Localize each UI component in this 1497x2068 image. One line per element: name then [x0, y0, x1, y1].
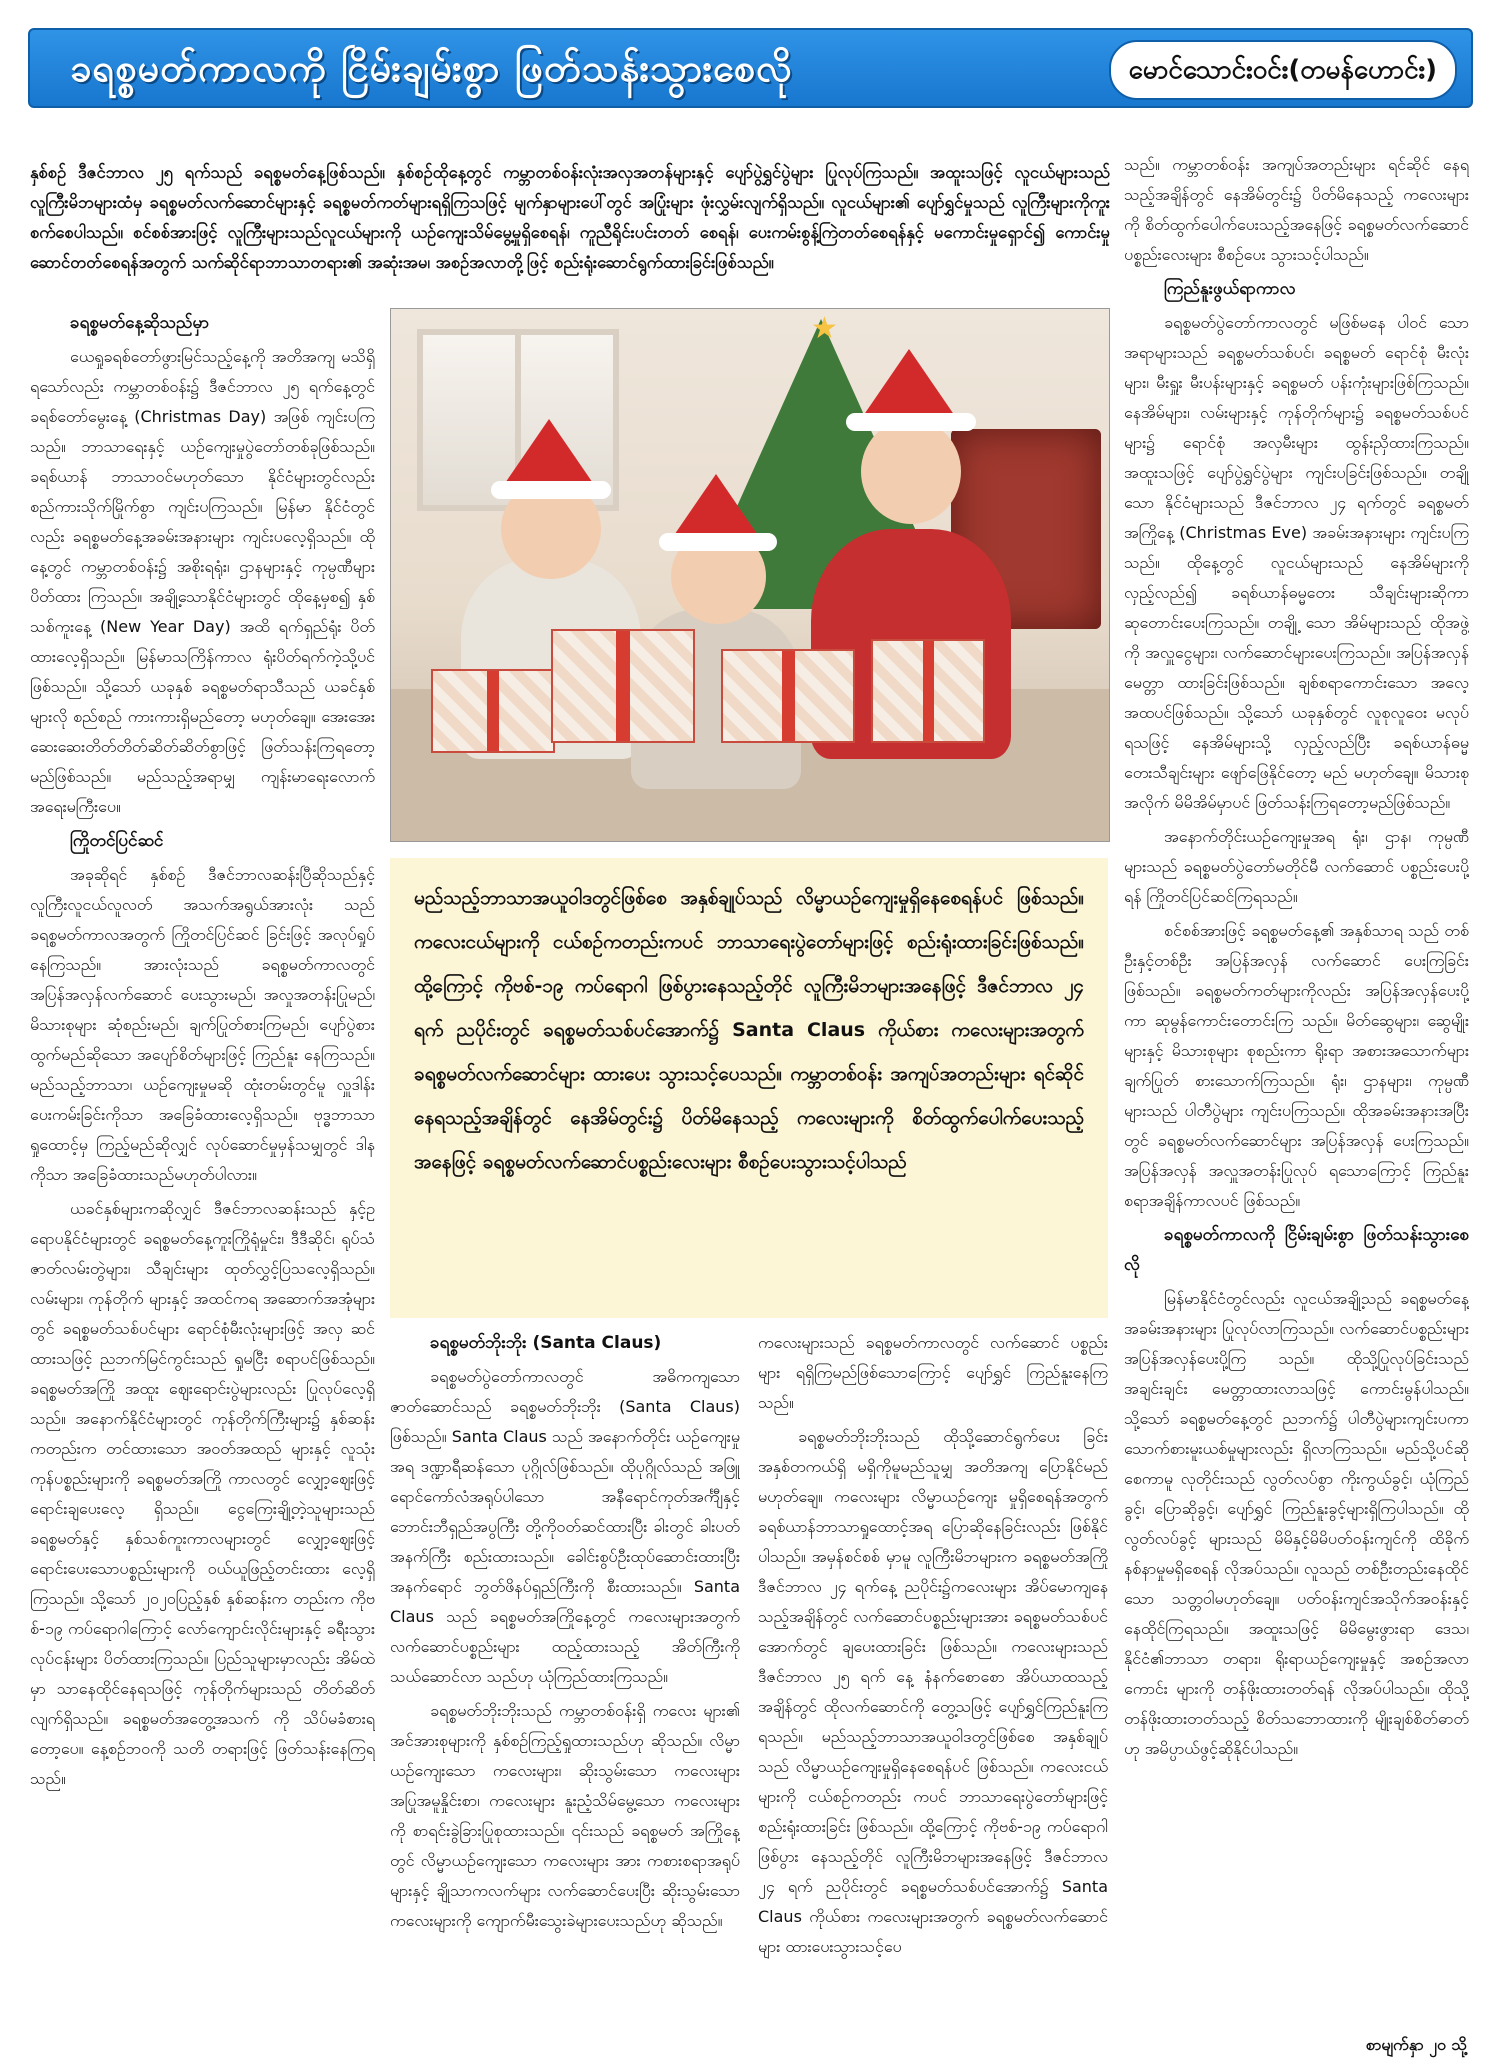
section-heading: ကြိုတင်ပြင်ဆင် [70, 831, 164, 851]
section-heading: ခရစ္စမတ်နေ့ဆိုသည်မှာ [70, 313, 210, 333]
paragraph: အခုဆိုရင် နှစ်စဉ် ဒီဇင်ဘာလဆန်းပြီဆိုသည်နှင့် လူကြီးလူငယ်လူလတ် အသက်အရွယ်အားလုံး သည် ခရစ္စမတ်ကာလအတွက် ကြိုတင်ပြင်ဆင် ခြင်းဖြင့် အလုပ်ရှုပ်နေကြသည်။ အားလုံးသည် ခရစ္စမတ်ကာလတွင် အပြန်အလှန်လက်ဆောင် ပေးသွားမည်၊ အလှုအတန်းပြုမည်၊ မိသားစုများ ဆုံစည်းမည်၊ ချက်ပြုတ်စားကြမည်၊ ပျော်ပွဲစား ထွက်မည်ဆိုသော အပျော်စိတ်များဖြင့် ကြည်နူး နေကြသည်။ မည်သည့်ဘာသာ၊ ယဉ်ကျေးမှုမဆို ထုံးတမ်းတွင်မူ လှူဒါန်းပေးကမ်းခြင်းကိုသာ အခြေခံထားလေ့ရှိသည်။ ဗုဒ္ဓဘာသာရှုထောင့်မှ ကြည့်မည်ဆိုလျှင် လုပ်ဆောင်မှုမှန်သမျှတွင် ဒါန ကိုသာ အခြေခံထားသည်မဟုတ်ပါလား။ [30, 865, 375, 1184]
paragraph: စင်စစ်အားဖြင့် ခရစ္စမတ်နေ့၏ အနှစ်သာရ သည် တစ်ဦးနှင့်တစ်ဦး အပြန်အလှန် လက်ဆောင် ပေးကြခြင်းဖြစ်သည်။ ခရစ္စမတ်ကတ်များကိုလည်း အပြန်အလှန်ပေးပို့ကာ ဆုမွန်ကောင်းတောင်းကြ သည်။ မိတ်ဆွေများ၊ ဆွေမျိုးများနှင့် မိသားစုများ စုစည်းကာ ရိုးရာ အစားအသောက်များ ချက်ပြုတ် စားသောက်ကြသည်။ ရုံး၊ ဌာနများ၊ ကုမ္ပဏီများသည် ပါတီပွဲများ ကျင်းပကြသည်။ ထိုအခမ်းအနားအပြီး တွင် ခရစ္စမတ်လက်ဆောင်များ အပြန်အလှန် ပေးကြသည်။ အပြန်အလှန် အလှူအတန်းပြုလုပ် ရသောကြောင့် ကြည်နူးစရာအချိန်ကာလပင် ဖြစ်သည်။ [1124, 921, 1469, 1210]
child-face-right [861, 419, 961, 524]
santa-hat-rim-middle [659, 533, 777, 551]
intro-paragraph: နှစ်စဉ် ဒီဇင်ဘာလ ၂၅ ရက်သည် ခရစ္စမတ်နေ့ဖြစ်သည်။ နှစ်စဉ်ထိုနေ့တွင် ကမ္ဘာတစ်ဝန်းလုံးအလှအတန်များနှင့် ပျော်ပွဲရွှင်ပွဲများ ပြုလုပ်ကြသည်။ အထူးသဖြင့် လူငယ်များသည် လူကြီးမိဘများထံမှ ခရစ္စမတ်လက်ဆောင်များနှင့် ခရစ္စမတ်ကတ်များရရှိကြသဖြင့် မျက်နှာများပေါ်တွင် အပြုံးများ ဖုံးလွှမ်းလျက်ရှိသည်။ လူငယ်များ၏ ပျော်ရွှင်မှုသည် လူကြီးများကိုကူးစက်စေပါသည်။ စင်စစ်အားဖြင့် လူကြီးများသည်လူငယ်များကို ယဉ်ကျေးသိမ်မွေ့မှုရှိစေရန်၊ ကူညီရိုင်းပင်းတတ် စေရန်၊ ပေးကမ်းစွန့်ကြဲတတ်စေရန်နှင့် မကောင်းမှုရှောင်၍ ကောင်းမှုဆောင်တတ်စေရန်အတွက် သက်ဆိုင်ရာဘာသာတရား၏ အဆုံးအမ၊ အစဉ်အလာတို့ဖြင့် စည်းရုံးဆောင်ရွက်ထားခြင်းဖြစ်သည်။ [30, 163, 1110, 272]
santa-hat-rim-left [491, 481, 611, 499]
gift-box [431, 669, 555, 753]
paragraph: ခရစ္စမတ်ပွဲတော်ကာလတွင် အဓိကကျသော ဇာတ်ဆောင်သည် ခရစ္စမတ်ဘိုးဘိုး (Santa Claus) ဖြစ်သည်။ Santa Claus သည် အနောက်တိုင်း ယဉ်ကျေးမှုအရ ဒဏ္ဍာရီဆန်သော ပုဂ္ဂိုလ်ဖြစ်သည်။ ထိုပုဂ္ဂိုလ်သည် အဖြူရောင်ကော်လံအရုပ်ပါသော အနီရောင်ကုတ်အင်္ကျီနှင့် ဘောင်းဘီရှည်အပွကြီး တို့ကိုဝတ်ဆင်ထားပြီး ခါးတွင် ခါးပတ်အနက်ကြီး စည်းထားသည်။ ခေါင်းစွပ်ဦးထုပ်ဆောင်းထားပြီး အနက်ရောင် ဘွတ်ဖိနပ်ရှည်ကြီးကို စီးထားသည်။ Santa Claus သည် ခရစ္စမတ်အကြိုနေ့တွင် ကလေးများအတွက် လက်ဆောင်ပစ္စည်းများ ထည့်ထားသည့် အိတ်ကြီးကို သယ်ဆောင်လာ သည်ဟု ယုံကြည်ထားကြသည်။ [390, 1367, 740, 1686]
star-icon: ★ [811, 311, 838, 346]
paragraph: ယခင်နှစ်များကဆိုလျှင် ဒီဇင်ဘာလဆန်းသည် နှင့်ဥရောပနိုင်ငံများတွင် ခရစ္စမတ်နေ့ကူးကြိုရုံမှုင်း၊ ဒီဒီဆိုင်၊ ရုပ်သံဇာတ်လမ်းတွဲများ၊ သီချင်းများ ထုတ်လွှင့်ပြသလေ့ရှိသည်။ လမ်းများ၊ ကုန်တိုက် များနှင့် အထင်ကရ အဆောက်အအုံများတွင် ခရစ္စမတ်သစ်ပင်များ ရောင်စုံမီးလုံးများဖြင့် အလှ ဆင်ထားသဖြင့် ညဘက်မြင်ကွင်းသည် ရှုမငြီး စရာပင်ဖြစ်သည်။ ခရစ္စမတ်အကြို အထူး ဈေးရောင်းပွဲများလည်း ပြုလုပ်လေ့ရှိသည်။ အနောက်နိုင်ငံများတွင် ကုန်တိုက်ကြီးများ၌ နှစ်ဆန်းကတည်းက တင်ထားသော အဝတ်အထည် များနှင့် လူသုံးကုန်ပစ္စည်းများကို ခရစ္စမတ်အကြို ကာလတွင် လျှော့ဈေးဖြင့် ရောင်းချပေးလေ့ ရှိသည်။ ငွေကြေးချို့တဲ့သူများသည် ခရစ္စမတ်နှင့် နှစ်သစ်ကူးကာလများတွင် လျှော့ဈေးဖြင့် ရောင်းပေးသောပစ္စည်းများကို ဝယ်ယူဖြည့်တင်းထား လေ့ရှိကြသည်။ သို့သော် ၂၀၂၀ပြည့်နှစ် နှစ်ဆန်းက တည်းက ကိုဗစ်-၁၉ ကပ်ရောဂါကြောင့် လော်ကျောင်းလိုင်းများနှင့် ခရီးသွားလုပ်ငန်းများ ပိတ်ထားကြသည်။ ပြည်သူများမှာလည်း အိမ်ထဲမှာ သာနေထိုင်နေရသဖြင့် ကုန်တိုက်များသည် တိတ်ဆိတ်လျက်ရှိသည်။ ခရစ္စမတ်အတွေ့အသက် ကို သိပ်မခံစားရတော့ပေ။ နေ့စဉ်ဘဝကို သတိ တရားဖြင့် ဖြတ်သန်းနေကြရသည်။ [30, 1199, 375, 1788]
santa-hat-right [861, 349, 957, 419]
paragraph: အနောက်တိုင်းယဉ်ကျေးမှုအရ ရုံး၊ ဌာန၊ ကုမ္ပဏီ များသည် ခရစ္စမတ်ပွဲတော်မတိုင်မီ လက်ဆောင် ပစ္စည်းပေးပို့ရန် ကြိုတင်ပြင်ဆင်ကြရသည်။ [1124, 827, 1469, 906]
title-banner [28, 28, 1473, 108]
santa-hat-rim-right [846, 413, 976, 431]
gift-box [721, 649, 855, 743]
paragraph: သည်။ ကမ္ဘာတစ်ဝန်း အကျပ်အတည်းများ ရင်ဆိုင် နေရသည့်အချိန်တွင် နေအိမ်တွင်း၌ ပိတ်မိနေသည့် ကလေးများကို စိတ်ထွက်ပေါက်ပေးသည့်အနေဖြင့် ခရစ္စမတ်လက်ဆောင်ပစ္စည်းလေးများ စီစဉ်ပေး သွားသင့်ပါသည်။ [1124, 155, 1469, 264]
column-2 [390, 1328, 740, 2048]
section-heading: ခရစ္စမတ်ကာလကို ငြိမ်းချမ်းစွာ ဖြတ်သန်းသွားစေလို [1124, 1225, 1469, 1275]
continued-note: စာမျက်နှာ ၂၀ သို့ [1365, 2035, 1467, 2054]
paragraph: ယေရှုခရစ်တော်ဖွားမြင်သည့်နေ့ကို အတိအကျ မသိရှိရသော်လည်း ကမ္ဘာတစ်ဝန်း၌ ဒီဇင်ဘာလ ၂၅ ရက်နေ့တွင် ခရစ်တော်မွေးနေ့ (Christmas Day) အဖြစ် ကျင်းပကြသည်။ ဘာသာရေးနှင့် ယဉ်ကျေးမှုပွဲတော်တစ်ခုဖြစ်သည်။ ခရစ်ယာန် ဘာသာဝင်မဟုတ်သော နိုင်ငံများတွင်လည်း စည်ကားသိုက်မြိုက်စွာ ကျင်းပကြသည်။ မြန်မာ နိုင်ငံတွင်လည်း ခရစ္စမတ်နေ့အခမ်းအနားများ ကျင်းပလေ့ရှိသည်။ ထိုနေ့တွင် ကမ္ဘာတစ်ဝန်း၌ အစိုးရရုံး၊ ဌာနများနှင့် ကုမ္ပဏီများပိတ်ထား ကြသည်။ အချို့သောနိုင်ငံများတွင် ထိုနေ့မှစ၍ နှစ်သစ်ကူးနေ့ (New Year Day) အထိ ရက်ရှည်ရုံး ပိတ်ထားလေ့ရှိသည်။ မြန်မာသကြိန်ကာလ ရုံးပိတ်ရက်ကဲ့သို့ပင်ဖြစ်သည်။ သို့သော် ယခုနှစ် ခရစ္စမတ်ရာသီသည် ယခင်နှစ်များလို စည်စည် ကားကားရှိမည်တော့ မဟုတ်ချေ။ အေးအေး ဆေးဆေးတိတ်တိတ်ဆိတ်ဆိတ်စွာဖြင့် ဖြတ်သန်းကြရတော့မည်ဖြစ်သည်။ မည်သည့်အရာမျှ ကျန်းမာရေးလောက် အရေးမကြီးပေ။ [30, 347, 375, 816]
santa-hat-left [501, 419, 597, 489]
paragraph: ခရစ္စမတ်ပွဲတော်ကာလတွင် မဖြစ်မနေ ပါဝင် သောအရာများသည် ခရစ္စမတ်သစ်ပင်၊ ခရစ္စမတ် ရောင်စုံ မီးလုံးများ၊ မီးရှူး မီးပန်းများနှင့် ခရစ္စမတ် ပန်းကုံးများဖြစ်ကြသည်။ နေအိမ်များ၊ လမ်းများနှင့် ကုန်တိုက်များ၌ ခရစ္စမတ်သစ်ပင်များ၌ ရောင်စုံ အလှမီးများ ထွန်းညှိထားကြသည်။ အထူးသဖြင့် ပျော်ပွဲရွှင်ပွဲများ ကျင်းပခြင်းဖြစ်သည်။ တချို့သော နိုင်ငံများသည် ဒီဇင်ဘာလ ၂၄ ရက်တွင် ခရစ္စမတ် အကြိုနေ့ (Christmas Eve) အခမ်းအနားများ ကျင်းပကြသည်။ ထိုနေ့တွင် လူငယ်များသည် နေအိမ်များကို လှည့်လည်၍ ခရစ်ယာန်ဓမ္မတေး သီချင်းများဆိုကာ ဆုတောင်းပေးကြသည်။ တချို့ သော အိမ်များသည် ထိုအဖွဲ့ကို အလှူငွေများ၊ လက်ဆောင်များပေးကြသည်။ အပြန်အလှန်မေတ္တာ ထားခြင်းဖြစ်သည်။ ချစ်စရာကောင်းသော အလေ့ အထပင်ဖြစ်သည်။ သို့သော် ယခုနှစ်တွင် လူစုလူဝေး မလုပ်ရသဖြင့် နေအိမ်များသို့ လှည့်လည်ပြီး ခရစ်ယာန်ဓမ္မတေးသီချင်းများ ဖျော်ဖြေနိုင်တော့ မည် မဟုတ်ချေ။ မိသားစုအလိုက် မိမိအိမ်မှာပင် ဖြတ်သန်းကြရတော့မည်ဖြစ်သည်။ [1124, 313, 1469, 812]
column-3 [758, 1328, 1108, 2048]
article-title: ခရစ္စမတ်ကာလကို ငြိမ်းချမ်းစွာ ဖြတ်သန်းသွားစေလို [70, 46, 793, 90]
column-1 [30, 308, 375, 2048]
gift-box [551, 629, 695, 743]
column-4 [1124, 150, 1469, 2030]
paragraph: ကလေးများသည် ခရစ္စမတ်ကာလတွင် လက်ဆောင် ပစ္စည်းများ ရရှိကြမည်ဖြစ်သောကြောင့် ပျော်ရွှင် ကြည်နူးနေကြသည်။ [758, 1333, 1108, 1412]
section-heading: ကြည်နူးဖွယ်ရာကာလ [1164, 279, 1296, 299]
paragraph: ခရစ္စမတ်ဘိုးဘိုးသည် ထိုသို့ဆောင်ရွက်ပေး ခြင်း အနှစ်တကယ်ရှိ မရှိကိုမူမည်သူမျှ အတိအကျ ပြောနိုင်မည်မဟုတ်ချေ။ ကလေးများ လိမ္မာယဉ်ကျေး မှုရှိစေရန်အတွက် ခရစ်ယာန်ဘာသာရှုထောင့်အရ ပြောဆိုနေခြင်းလည်း ဖြစ်နိုင်ပါသည်။ အမှန်စင်စစ် မှာမူ လူကြီးမိဘများက ခရစ္စမတ်အကြို ဒီဇင်ဘာလ ၂၄ ရက်နေ့ ညပိုင်း၌ကလေးများ အိပ်မောကျနေ သည့်အချိန်တွင် လက်ဆောင်ပစ္စည်းများအား ခရစ္စမတ်သစ်ပင်အောက်တွင် ချပေးထားခြင်း ဖြစ်သည်။ ကလေးများသည် ဒီဇင်ဘာလ ၂၅ ရက် နေ့ နံနက်စောစော အိပ်ယာထသည့်အချိန်တွင် ထိုလက်ဆောင်ကို တွေ့သဖြင့် ပျော်ရွှင်ကြည်နူးကြ ရသည်။ မည်သည့်ဘာသာအယူဝါဒတွင်ဖြစ်စေ အနှစ်ချုပ်သည် လိမ္မာယဉ်ကျေးမှုရှိနေစေရန်ပင် ဖြစ်သည်။ ကလေးငယ်များကို ငယ်စဉ်ကတည်း ကပင် ဘာသာရေးပွဲတော်များဖြင့် စည်းရုံးထားခြင်း ဖြစ်သည်။ ထို့ကြောင့် ကိုဗစ်-၁၉ ကပ်ရောဂါဖြစ်ပွား နေသည့်တိုင် လူကြီးမိဘများအနေဖြင့် ဒီဇင်ဘာလ ၂၄ ရက် ညပိုင်းတွင် ခရစ္စမတ်သစ်ပင်အောက်၌ Santa Claus ကိုယ်စား ကလေးများအတွက် ခရစ္စမတ်လက်ဆောင်များ ထားပေးသွားသင့်ပေ [758, 1427, 1108, 1956]
paragraph: မြန်မာနိုင်ငံတွင်လည်း လူငယ်အချို့သည် ခရစ္စမတ်နေ့အခမ်းအနားများ ပြုလုပ်လာကြသည်။ လက်ဆောင်ပစ္စည်းများ အပြန်အလှန်ပေးပို့ကြ သည်။ ထိုသို့ပြုလုပ်ခြင်းသည် အချင်းချင်း မေတ္တာထားလာသဖြင့် ကောင်းမွန်ပါသည်။ သို့သော် ခရစ္စမတ်နေ့တွင် ညဘက်၌ ပါတီပွဲများကျင်းပကာ သောက်စားမူးယစ်မှုများလည်း ရှိလာကြသည်။ မည်သို့ပင်ဆိုစေကာမူ လုတိုင်းသည် လွတ်လပ်စွာ ကိုးကွယ်ခွင့်၊ ယုံကြည်ခွင့်၊ ပြောဆိုခွင့်၊ ပျော်ရွှင် ကြည်နူးခွင့်များရှိကြပါသည်။ ထိုလွတ်လပ်ခွင့် များသည် မိမိနှင့်မိမိပတ်ဝန်းကျင်ကို ထိခိုက် နစ်နာမှုမရှိစေရန် လိုအပ်သည်။ လူသည် တစ်ဦးတည်းနေထိုင်သော သတ္တဝါမဟုတ်ချေ။ ပတ်ဝန်းကျင်အသိုက်အဝန်းနှင့် နေထိုင်ကြရသည်။ အထူးသဖြင့် မိမိမွေးဖွားရာ ဒေသ၊ နိုင်ငံ၏ဘာသာ တရား၊ ရိုးရာယဉ်ကျေးမှုနှင့် အစဉ်အလာကောင်း များကို တန်ဖိုးထားတတ်ရန် လိုအပ်ပါသည်။ ထိုသို့တန်ဖိုးထားတတ်သည့် စိတ်သဘောထားကို မျိုးချစ်စိတ်ဓာတ်ဟု အမိပ္ပာယ်ဖွင့်ဆိုနိုင်ပါသည်။ [1124, 1289, 1469, 1758]
pull-quote: မည်သည့်ဘာသာအယူဝါဒတွင်ဖြစ်စေ အနှစ်ချုပ်သည် လိမ္မာယဉ်ကျေးမှုရှိနေစေရန်ပင် ဖြစ်သည်။ ကလေးငယ်များကို ငယ်စဉ်ကတည်းကပင် ဘာသာရေးပွဲတော်များဖြင့် စည်းရုံးထားခြင်းဖြစ်သည်။ ထို့ကြောင့် ကိုဗစ်-၁၉ ကပ်ရောဂါ ဖြစ်ပွားနေသည့်တိုင် လူကြီးမိဘများအနေဖြင့် ဒီဇင်ဘာလ ၂၄ ရက် ညပိုင်းတွင် ခရစ္စမတ်သစ်ပင်အောက်၌ Santa Claus ကိုယ်စား ကလေးများအတွက် ခရစ္စမတ်လက်ဆောင်များ ထားပေး သွားသင့်ပေသည်။ ကမ္ဘာတစ်ဝန်း အကျပ်အတည်းများ ရင်ဆိုင်နေရသည့်အချိန်တွင် နေအိမ်တွင်း၌ ပိတ်မိနေသည့် ကလေးများကို စိတ်ထွက်ပေါက်ပေးသည့်အနေဖြင့် ခရစ္စမတ်လက်ဆောင်ပစ္စည်းလေးများ စီစဉ်ပေးသွားသင့်ပါသည် [390, 858, 1108, 1318]
section-heading: ခရစ္စမတ်ဘိုးဘိုး (Santa Claus) [430, 1333, 662, 1353]
paragraph: ခရစ္စမတ်ဘိုးဘိုးသည် ကမ္ဘာတစ်ဝန်းရှိ ကလေး များ၏ အင်အားစုများကို နှစ်စဉ်ကြည့်ရှုထားသည်ဟု ဆိုသည်။ လိမ္မာယဉ်ကျေးသော ကလေးများ၊ ဆိုးသွမ်းသော ကလေးများအပြုအမူနှိုင်းစာ၊ ကလေးများ နူးညံ့သိမ်မွေ့သော ကလေးများကို စာရင်းခွဲခြားပြုစုထားသည်။ ၎င်းသည် ခရစ္စမတ် အကြိုနေ့တွင် လိမ္မာယဉ်ကျေးသော ကလေးများ အား ကစားစရာအရုပ်များနှင့် ချိုသာကလက်များ လက်ဆောင်ပေးပြီး ဆိုးသွမ်းသော ကလေးများကို ကျောက်မီးသွေးခဲများပေးသည်ဟု ဆိုသည်။ [390, 1701, 740, 1930]
gift-box [871, 639, 985, 743]
author-byline: မောင်သောင်းဝင်း(တမန်ဟောင်း) [1109, 40, 1457, 100]
christmas-photo [390, 308, 1110, 842]
